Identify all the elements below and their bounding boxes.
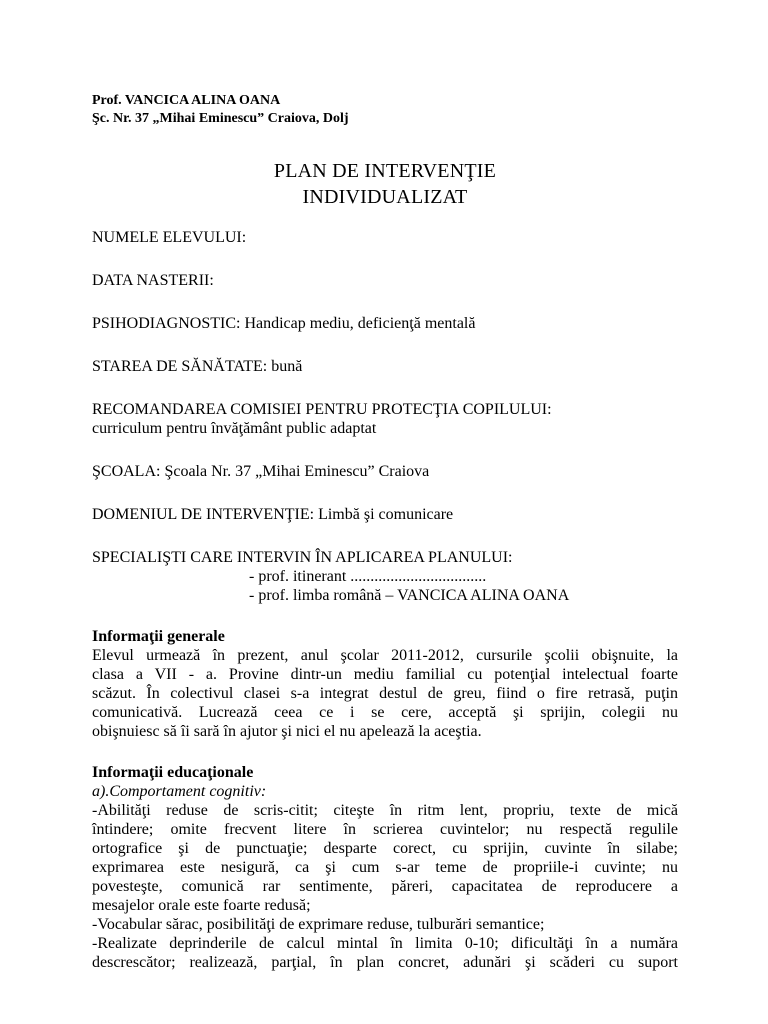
author-name: Prof. VANCICA ALINA OANA (92, 93, 281, 108)
cognitive-behavior-subheading: a).Comportament cognitiv: (92, 783, 267, 800)
paragraph-line: -Abilităţi reduse de scris-citit; citeşte în ritm lent, propriu, texte de mică (92, 802, 678, 819)
specialists-label: SPECIALIŞTI CARE INTERVIN ÎN APLICAREA PLANULUI: (92, 549, 513, 566)
paragraph-line: scăzut. În colectivul clasei s-a integrat destul de greu, fiind o fire retrasă, puţin (92, 685, 678, 702)
document-page (92, 92, 678, 972)
recommendation-label: RECOMANDAREA COMISIEI PENTRU PROTECŢIA COPILULUI: (92, 401, 552, 418)
school-field: ŞCOALA: Şcoala Nr. 37 „Mihai Eminescu” Craiova (92, 463, 430, 480)
student-name-field: NUMELE ELEVULUI: (92, 229, 247, 246)
paragraph-line: -Realizate deprinderile de calcul mintal în limita 0-10; dificultăţi în a număra (92, 935, 678, 952)
health-field: STAREA DE SĂNĂTATE: bună (92, 358, 303, 375)
psychodiagnostic-field: PSIHODIAGNOSTIC: Handicap mediu, deficienţă mentală (92, 315, 476, 332)
paragraph-line: povesteşte, comunică rar sentimente, păreri, capacitatea de reproducere a (92, 878, 678, 895)
birth-date-field: DATA NASTERII: (92, 272, 214, 289)
paragraph-line: întindere; omite frecvent litere în scrierea cuvintelor; nu respectă regulile (92, 821, 678, 838)
title-line-1: PLAN DE INTERVENŢIE (273, 160, 497, 182)
educational-info-heading: Informaţii educaţionale (92, 764, 254, 781)
school-affiliation: Şc. Nr. 37 „Mihai Eminescu” Craiova, Dolj (92, 111, 349, 126)
recommendation-value: curriculum pentru învăţământ public adaptat (92, 420, 377, 437)
paragraph-line: ortografice şi de punctuaţie; desparte corect, cu sprijin, cuvinte în silabe; (92, 840, 678, 857)
paragraph-line: -Vocabular sărac, posibilităţi de exprimare reduse, tulburări semantice; (92, 916, 545, 933)
title-line-2: INDIVIDUALIZAT (302, 186, 468, 208)
general-info-heading: Informaţii generale (92, 628, 225, 645)
paragraph-line: descrescător; realizează, parţial, în plan concret, adunări şi scăderi cu suport (92, 954, 678, 971)
specialist-itinerant: - prof. itinerant .................................. (249, 568, 487, 585)
paragraph-line: comunicativă. Lucrează ceea ce i se cere, acceptă şi sprijin, colegii nu (92, 704, 678, 721)
intervention-domain-field: DOMENIUL DE INTERVENŢIE: Limbă şi comunicare (92, 506, 454, 523)
educational-info-paragraph (92, 801, 678, 972)
specialist-romanian: - prof. limba română – VANCICA ALINA OANA (249, 587, 570, 604)
general-info-paragraph (92, 646, 678, 741)
paragraph-line: Elevul urmează în prezent, anul şcolar 2011-2012, cursurile şcolii obişnuite, la (92, 647, 678, 664)
paragraph-line: obişnuiesc să îi sară în ajutor şi nici el nu apelează la aceştia. (92, 723, 482, 740)
paragraph-line: exprimarea este nesigură, ca şi cum s-ar teme de propriile-i cuvinte; nu (92, 859, 678, 876)
paragraph-line: clasa a VII - a. Provine dintr-un mediu familial cu potenţial intelectual foarte (92, 666, 678, 683)
paragraph-line: mesajelor orale este foarte redusă; (92, 897, 311, 914)
document-title (92, 158, 678, 210)
